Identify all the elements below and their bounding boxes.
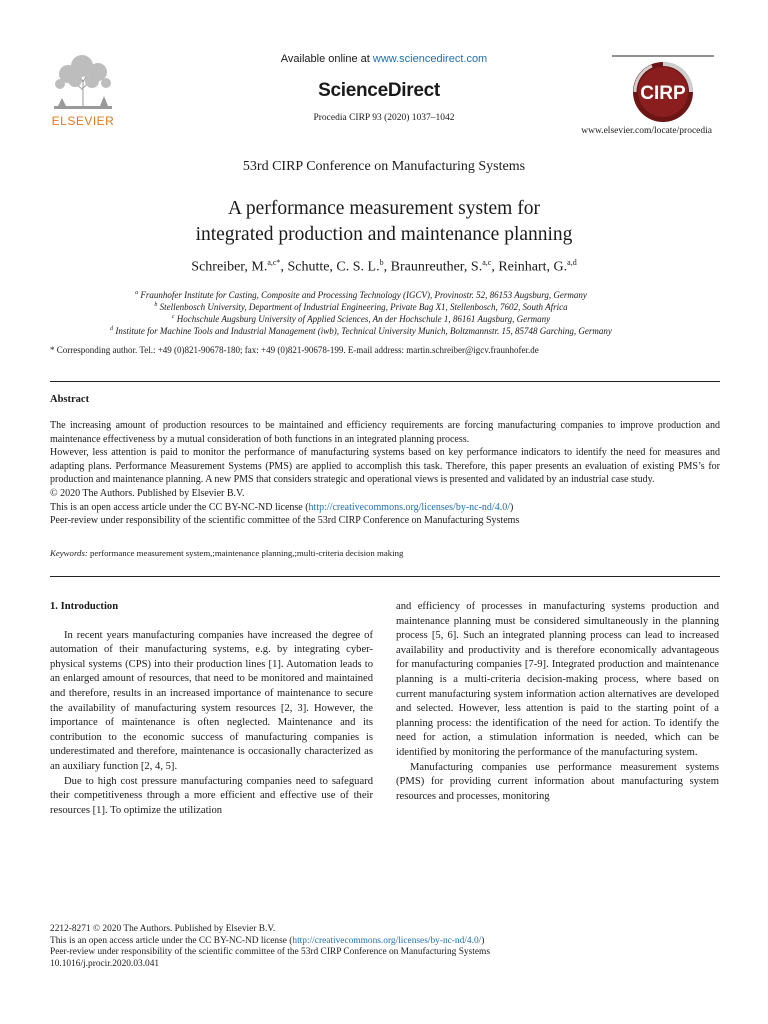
abstract-paragraph: The increasing amount of production resources to be maintained and efficiency requirements are forcing manufacturing companies to improve production and maintenance effectiveness by a mutual consideration of both functions in an integrated planning process. bbox=[50, 420, 720, 445]
affiliation-sup: c bbox=[171, 314, 175, 320]
peer-review-line: Peer-review under responsibility of the scientific committee of the 53rd CIRP Conference on Manufacturing Systems bbox=[50, 515, 520, 527]
keywords-label: Keywords: bbox=[50, 548, 88, 558]
author-sup: a,c bbox=[482, 258, 492, 267]
abstract-heading: Abstract bbox=[50, 394, 90, 405]
footer bbox=[50, 924, 490, 970]
affiliation-sup: b bbox=[154, 302, 158, 308]
journal-url[interactable]: www.elsevier.com/locate/procedia bbox=[581, 126, 712, 136]
footer-license-prefix: This is an open access article under the CC BY-NC-ND license ( bbox=[50, 935, 293, 946]
footer-license-suffix: ) bbox=[481, 935, 485, 946]
license-suffix: ) bbox=[509, 501, 514, 513]
affiliation bbox=[0, 290, 722, 300]
body-paragraph: Due to high cost pressure manufacturing companies need to safeguard their competitiveness through a more efficient and effective use of their resources [1]. To optimize the utilization bbox=[50, 775, 373, 816]
platform-title: ScienceDirect bbox=[318, 80, 440, 101]
license-link[interactable]: http://creativecommons.org/licenses/by-nc-nd/4.0/ bbox=[308, 501, 510, 513]
affiliation-text: Institute for Machine Tools and Industrial Management (iwb), Technical University Munich, Boltzmannstr. 15, 85748 Garching, Germany bbox=[115, 326, 612, 336]
footer-doi[interactable]: 10.1016/j.procir.2020.03.041 bbox=[50, 958, 160, 969]
body-paragraph: and efficiency of processes in manufacturing systems production and maintenance planning must be considered simultaneously in the planning process [5, 6]. Such an integrated planning process can lead to increased availability and productivity and is therefore economically advantageous for manufacturing companies [7-9]. Integrated production and maintenance planning is a multi-criteria decision-making process, where based on current manufacturing system information action alternatives are developed and selected. However, less attention is paid to the starting point of a planning process: the identification of the need for action. To identify the need for action, a stimulation information is needed, which can be identified by monitoring the performance of the manufacturing system. bbox=[396, 601, 719, 758]
affiliation bbox=[0, 302, 722, 312]
affiliation bbox=[0, 326, 722, 336]
author-sup: b bbox=[379, 258, 384, 267]
author-sup: a,d bbox=[567, 258, 577, 267]
available-prefix: Available online at bbox=[280, 53, 373, 65]
right-column bbox=[396, 600, 719, 804]
body-paragraph: Manufacturing companies use performance measurement systems (PMS) for providing current information about manufacturing system resources and processes, monitoring bbox=[396, 761, 719, 802]
license-line bbox=[50, 501, 720, 515]
conference-name: 53rd CIRP Conference on Manufacturing Systems bbox=[242, 159, 526, 174]
corresponding-author: * Corresponding author. Tel.: +49 (0)821-90678-180; fax: +49 (0)821-90678-199. E-mail address: martin.schreiber@igcv.fraunhofer.de bbox=[50, 345, 539, 355]
paper-title bbox=[0, 196, 768, 248]
left-column bbox=[50, 600, 373, 818]
footer-license bbox=[50, 936, 490, 948]
affiliation-text: Fraunhofer Institute for Casting, Composite and Processing Technology (IGCV), Provinostr. 52, 86153 Augsburg, Germany bbox=[140, 290, 587, 300]
cirp-logo-text: CIRP bbox=[640, 83, 686, 104]
section-heading: 1. Introduction bbox=[50, 601, 119, 612]
cirp-emblem-icon bbox=[612, 54, 714, 126]
cirp-logo bbox=[612, 54, 714, 126]
title-line-1: A performance measurement system for bbox=[228, 198, 540, 219]
footer-issn: 2212-8271 © 2020 The Authors. Published by Elsevier B.V. bbox=[50, 924, 276, 934]
author-name: Schutte, C. S. L. bbox=[287, 259, 380, 275]
affiliation-text: Stellenbosch University, Department of Industrial Engineering, Private Bag X1, Stellenbosch, 7602, South Africa bbox=[159, 302, 568, 312]
keywords-text: performance measurement system,;maintenance planning,;multi-criteria decision making bbox=[87, 548, 404, 558]
author-name: Schreiber, M. bbox=[191, 259, 268, 275]
footer-license-link[interactable]: http://creativecommons.org/licenses/by-nc-nd/4.0/ bbox=[292, 935, 482, 946]
abstract-body bbox=[50, 419, 720, 528]
author-name: Braunreuther, S. bbox=[390, 259, 483, 275]
abstract-paragraph: However, less attention is paid to monitor the performance of manufacturing systems based on key performance indicators to identify the need for measures and adapting plans. Performance Measurement Systems (PMS) are applied to accomplish this task. Therefore, this paper presents an evaluation of existing PMS’s for production and maintenance planning. A new PMS that considers strategic and operational views is presented and validated by an industrial case study. bbox=[50, 447, 720, 486]
title-line-2: integrated production and maintenance planning bbox=[195, 224, 573, 245]
author-sup: a,c* bbox=[267, 258, 281, 267]
divider bbox=[50, 381, 720, 382]
body-paragraph: In recent years manufacturing companies have increased the degree of automation of their manufacturing systems, e.g. by integrating cyber-physical systems (CPS) into their production lines [1]. Automation leads to an enlarged amount of resources, that need to be monitored and maintained and therefore, results in an increased importance of maintenance to secure the availability of manufacturing system resources [2, 3]. However, the importance of maintenance is often neglected. Maintenance and its contribution to the economic success of manufacturing companies is underestimated and therefore, maintenance is occasionally characterized as an auxiliary function [2, 4, 5]. bbox=[50, 629, 373, 772]
affiliation bbox=[0, 314, 722, 324]
sciencedirect-link[interactable]: www.sciencedirect.com bbox=[372, 53, 488, 65]
affiliation-sup: d bbox=[110, 326, 114, 332]
footer-peer-review: Peer-review under responsibility of the scientific committee of the 53rd CIRP Conference on Manufacturing Systems bbox=[50, 947, 490, 957]
elsevier-wordmark: ELSEVIER bbox=[51, 114, 115, 128]
license-prefix: This is an open access article under the CC BY-NC-ND license ( bbox=[50, 501, 309, 513]
author-name: Reinhart, G. bbox=[498, 259, 568, 275]
divider bbox=[50, 576, 720, 577]
author-list: Schreiber, M.$^{a,c*}$, Schutte, C. S. L.$^b$, Braunreuther, S.$^{a,c}$, Reinhart, G.$^{a,d}$ bbox=[191, 258, 577, 275]
affiliation-sup: a bbox=[135, 290, 139, 296]
journal-reference: Procedia CIRP 93 (2020) 1037–1042 bbox=[313, 113, 455, 123]
keywords-line bbox=[50, 548, 403, 558]
affiliation-text: Hochschule Augsburg University of Applied Sciences, An der Hochschule 1, 86161 Augsburg, Germany bbox=[176, 314, 551, 324]
copyright: © 2020 The Authors. Published by Elsevier B.V. bbox=[50, 487, 245, 499]
